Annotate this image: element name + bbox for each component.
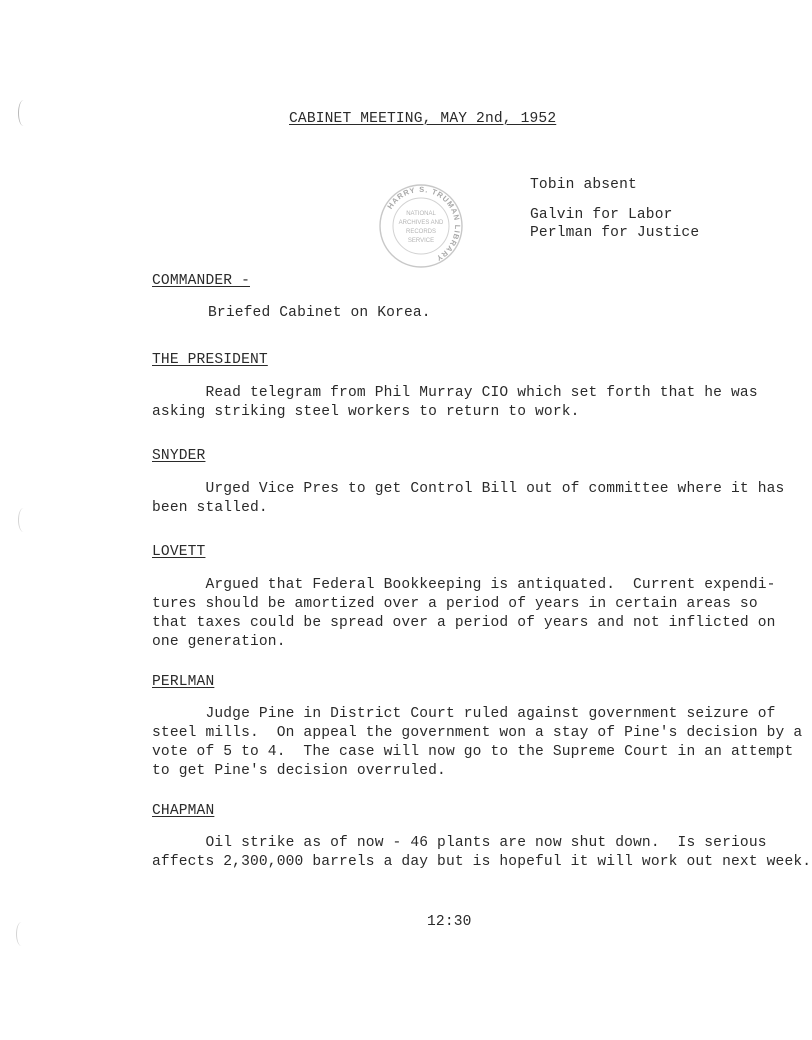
section-heading-president: THE PRESIDENT (152, 352, 268, 368)
margin-mark-middle (18, 508, 29, 532)
section-heading-chapman: CHAPMAN (152, 803, 215, 819)
section-body-perlman-line-4: to get Pine's decision overruled. (152, 763, 446, 779)
stamp-ring-text: HARRY S. TRUMAN LIBRARY (385, 184, 463, 264)
section-heading-perlman: PERLMAN (152, 674, 215, 690)
section-body-lovett-line-2: tures should be amortized over a period of years in certain areas so (152, 596, 758, 612)
heading-commander-text: COMMANDER - (152, 273, 250, 289)
attendance-substitute-justice: Perlman for Justice (530, 225, 700, 241)
section-heading-commander (152, 272, 250, 291)
section-body-chapman-line-2: affects 2,300,000 barrels a day but is hopeful it will work out next week. (152, 854, 812, 870)
stamp-line-3: RECORDS (405, 229, 437, 235)
section-body-perlman-line-3: vote of 5 to 4. The case will now go to the Supreme Court in an attempt (152, 744, 794, 760)
margin-mark-top (18, 100, 29, 126)
section-body-president-line-2: asking striking steel workers to return to work. (152, 404, 580, 420)
margin-mark-bottom (16, 922, 27, 946)
section-body-perlman-line-1: Judge Pine in District Court ruled against government seizure of (152, 706, 776, 722)
section-body-snyder-line-1: Urged Vice Pres to get Control Bill out of committee where it has (152, 481, 785, 497)
section-body-snyder-line-2: been stalled. (152, 500, 268, 516)
stamp-line-4: SERVICE (407, 238, 435, 244)
stamp-line-2: ARCHIVES AND (398, 220, 444, 226)
document-title: CABINET MEETING, MAY 2nd, 1952 (289, 111, 557, 127)
attendance-absent: Tobin absent (530, 177, 637, 193)
section-body-chapman-line-1: Oil strike as of now - 46 plants are now shut down. Is serious (152, 835, 767, 851)
section-body-commander-line-1: Briefed Cabinet on Korea. (208, 305, 431, 321)
section-body-perlman-line-2: steel mills. On appeal the government won a stay of Pine's decision by a (152, 725, 803, 741)
section-body-lovett-line-3: that taxes could be spread over a period of years and not inflicted on (152, 615, 776, 631)
footer-time: 12:30 (427, 914, 472, 930)
attendance-substitute-labor: Galvin for Labor (530, 207, 673, 223)
archive-seal-stamp (378, 183, 464, 269)
stamp-line-1: NATIONAL (406, 211, 436, 217)
section-heading-lovett: LOVETT (152, 544, 206, 560)
section-heading-snyder: SNYDER (152, 448, 206, 464)
section-body-president-line-1: Read telegram from Phil Murray CIO which set forth that he was (152, 385, 758, 401)
section-body-lovett-line-4: one generation. (152, 634, 286, 650)
section-body-lovett-line-1: Argued that Federal Bookkeeping is antiquated. Current expendi- (152, 577, 776, 593)
